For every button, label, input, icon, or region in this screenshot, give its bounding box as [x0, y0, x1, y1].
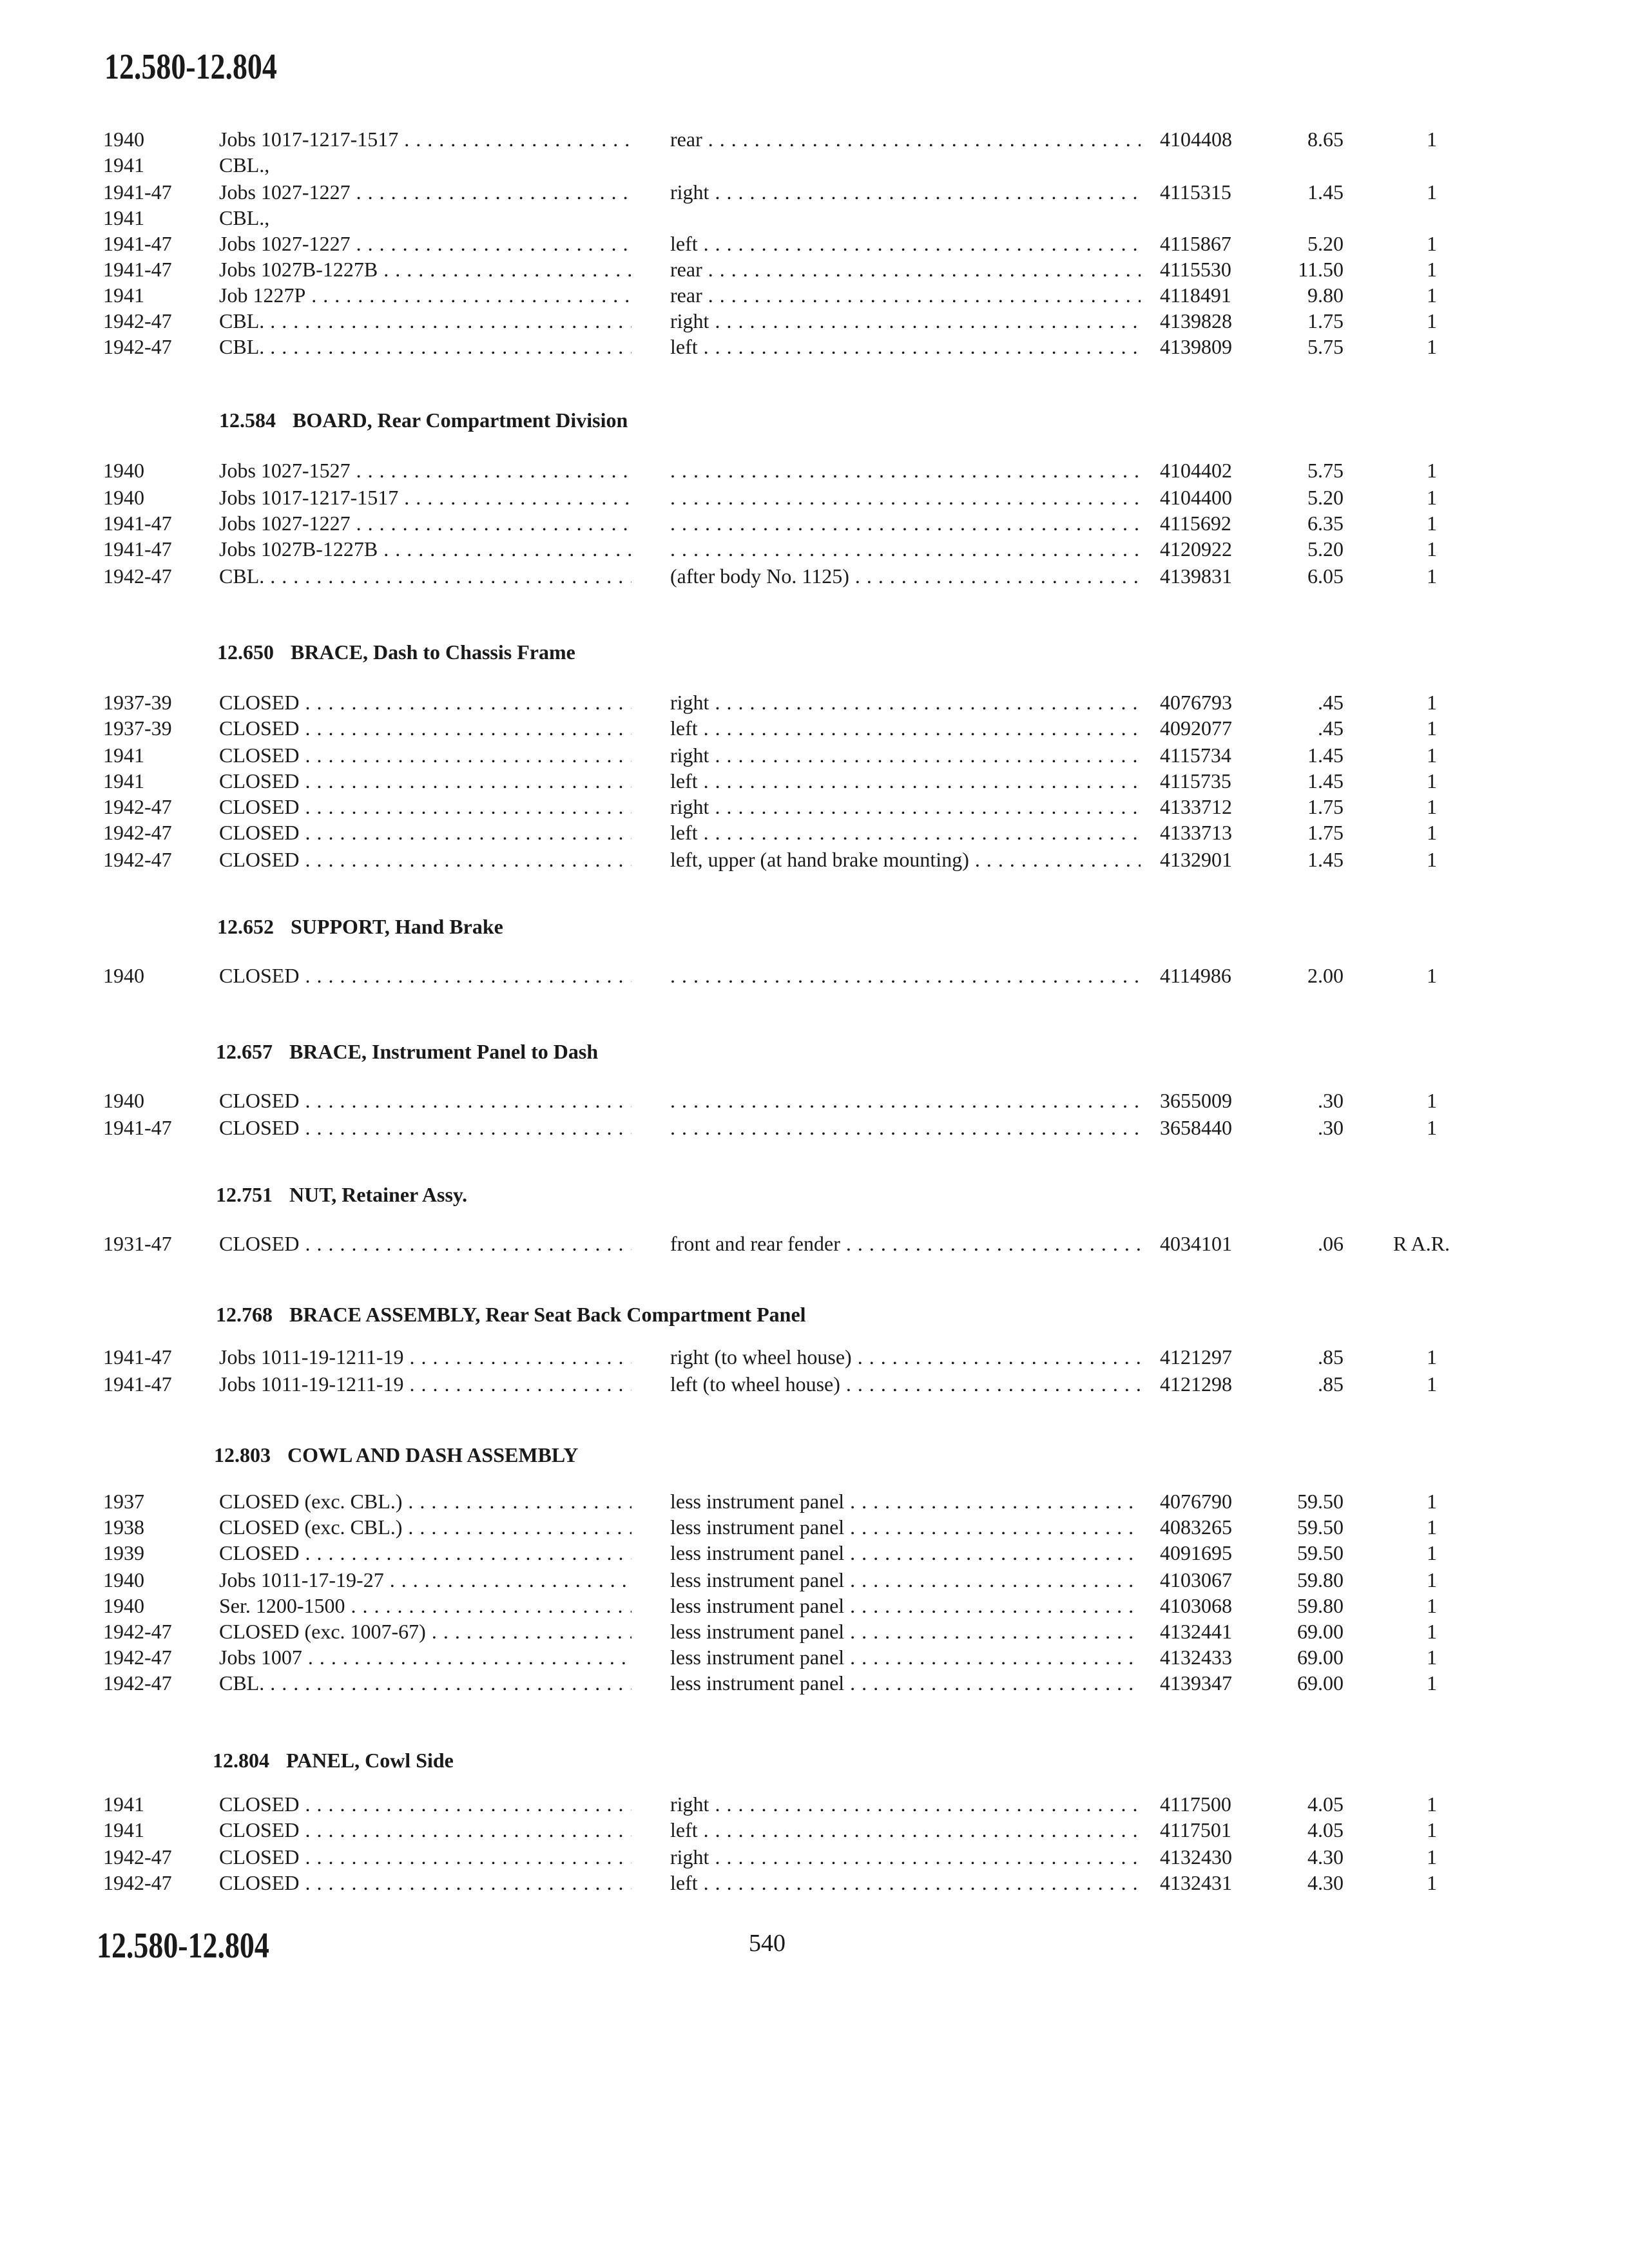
table-row — [0, 1594, 1629, 1620]
table-row — [0, 335, 1629, 361]
section-heading — [213, 1749, 454, 1773]
description-cell: rear . . . — [670, 258, 1141, 282]
quantity-cell: 1 — [1427, 537, 1437, 561]
description-cell: right . . . — [670, 1792, 1141, 1816]
description-cell: less instrument panel . . . — [670, 1490, 1141, 1514]
quantity-cell: 1 — [1427, 1792, 1437, 1816]
section-number: 12.804 — [213, 1749, 269, 1772]
description-cell: left . . . — [670, 1871, 1141, 1895]
job-cell: CLOSED . . . — [219, 795, 631, 819]
table-row — [0, 716, 1629, 742]
year-cell: 1942-47 — [103, 1646, 172, 1669]
table-row — [0, 1646, 1629, 1671]
job-cell: CLOSED . . . — [219, 1871, 631, 1895]
section-title: PANEL, Cowl Side — [286, 1749, 454, 1772]
table-row — [0, 1671, 1629, 1697]
job-cell: CLOSED (exc. CBL.) . . . — [219, 1490, 631, 1514]
price-cell: 59.50 — [1297, 1541, 1344, 1564]
description-cell: less instrument panel . . . — [670, 1541, 1141, 1565]
part-number-cell: 4115692 — [1160, 512, 1231, 535]
job-cell: CLOSED . . . — [219, 964, 631, 988]
year-cell: 1941-47 — [103, 1116, 172, 1139]
part-number-cell: 4104400 — [1160, 486, 1232, 509]
price-cell: 1.45 — [1307, 848, 1344, 871]
job-cell: Jobs 1011-17-19-27 . . . — [219, 1568, 631, 1592]
part-number-cell: 4139347 — [1160, 1671, 1232, 1695]
table-row — [0, 964, 1629, 990]
description-cell: less instrument panel . . . — [670, 1515, 1141, 1539]
job-cell: CLOSED . . . — [219, 1845, 631, 1869]
table-row — [0, 1568, 1629, 1594]
price-cell: 8.65 — [1307, 128, 1344, 151]
description-cell: less instrument panel . . . — [670, 1620, 1141, 1644]
part-number-cell: 4132901 — [1160, 848, 1232, 871]
table-row — [0, 232, 1629, 258]
quantity-cell: 1 — [1427, 1568, 1437, 1591]
price-cell: 9.80 — [1307, 284, 1344, 307]
year-cell: 1941-47 — [103, 258, 172, 281]
price-cell: 4.30 — [1307, 1845, 1344, 1869]
job-cell: Jobs 1027-1527 . . . — [219, 459, 631, 483]
quantity-cell: 1 — [1427, 1646, 1437, 1669]
quantity-cell: 1 — [1427, 1515, 1437, 1539]
job-cell: CLOSED . . . — [219, 691, 631, 715]
job-cell: Jobs 1011-19-1211-19 . . . — [219, 1372, 631, 1396]
year-cell: 1942-47 — [103, 1845, 172, 1869]
price-cell: .06 — [1318, 1232, 1344, 1255]
section-heading — [216, 1183, 467, 1207]
quantity-cell: 1 — [1427, 848, 1437, 871]
description-cell: left . . . — [670, 335, 1141, 359]
description-cell — [670, 459, 1141, 483]
quantity-cell: 1 — [1427, 1490, 1437, 1513]
year-cell: 1940 — [103, 964, 144, 987]
price-cell: .30 — [1318, 1089, 1344, 1112]
price-cell: 1.75 — [1307, 821, 1344, 844]
part-number-cell: 3655009 — [1160, 1089, 1232, 1112]
quantity-cell: 1 — [1427, 691, 1437, 714]
description-cell: right . . . — [670, 309, 1141, 333]
section-number: 12.650 — [217, 640, 274, 664]
price-cell: .30 — [1318, 1116, 1344, 1139]
quantity-cell: 1 — [1427, 1845, 1437, 1869]
table-row — [0, 1515, 1629, 1541]
job-cell: CBL. . . . — [219, 335, 631, 359]
section-heading — [219, 408, 628, 432]
job-cell: Jobs 1011-19-1211-19 . . . — [219, 1345, 631, 1369]
table-row — [0, 691, 1629, 716]
quantity-cell: 1 — [1427, 716, 1437, 740]
description-cell: right (to wheel house) . . . — [670, 1345, 1141, 1369]
part-number-cell: 4132433 — [1160, 1646, 1232, 1669]
year-cell: 1942-47 — [103, 1671, 172, 1695]
year-cell: 1940 — [103, 128, 144, 151]
description-cell — [670, 537, 1141, 561]
price-cell: 6.35 — [1307, 512, 1344, 535]
price-cell: 1.45 — [1307, 769, 1344, 793]
table-row — [0, 744, 1629, 769]
job-cell: CBL., — [219, 206, 270, 229]
quantity-cell: 1 — [1427, 1372, 1437, 1396]
description-cell: left . . . — [670, 821, 1141, 845]
price-cell: .45 — [1318, 691, 1344, 714]
part-number-cell: 4132430 — [1160, 1845, 1232, 1869]
description-cell: left . . . — [670, 716, 1141, 740]
part-number-cell: 4103068 — [1160, 1594, 1232, 1617]
table-row — [0, 564, 1629, 590]
table-row — [0, 821, 1629, 847]
quantity-cell: 1 — [1427, 232, 1437, 255]
quantity-cell: 1 — [1427, 1089, 1437, 1112]
part-number-cell: 4115867 — [1160, 232, 1231, 255]
price-cell: 5.20 — [1307, 537, 1344, 561]
part-number-cell: 4104402 — [1160, 459, 1232, 482]
price-cell: 6.05 — [1307, 564, 1344, 588]
part-number-cell: 3658440 — [1160, 1116, 1232, 1139]
year-cell: 1941 — [103, 1818, 144, 1841]
part-number-cell: 4103067 — [1160, 1568, 1232, 1591]
year-cell: 1941 — [103, 1792, 144, 1816]
quantity-cell: 1 — [1427, 309, 1437, 332]
part-number-cell: 4115734 — [1160, 744, 1231, 767]
job-cell: CLOSED . . . — [219, 769, 631, 793]
part-number-cell: 4076793 — [1160, 691, 1232, 714]
section-heading — [214, 1443, 578, 1467]
quantity-cell: 1 — [1427, 1620, 1437, 1643]
job-cell: Jobs 1017-1217-1517 . . . — [219, 486, 631, 510]
job-cell: Jobs 1027B-1227B . . . — [219, 258, 631, 282]
price-cell: 11.50 — [1298, 258, 1344, 281]
year-cell: 1937 — [103, 1490, 144, 1513]
quantity-cell: 1 — [1427, 1541, 1437, 1564]
year-cell: 1940 — [103, 1594, 144, 1617]
description-cell: left (to wheel house) . . . — [670, 1372, 1141, 1396]
quantity-cell: 1 — [1427, 258, 1437, 281]
price-cell: 59.80 — [1297, 1568, 1344, 1591]
price-cell: 4.05 — [1307, 1818, 1344, 1841]
description-cell: rear . . . — [670, 128, 1141, 151]
table-row — [0, 1541, 1629, 1567]
job-cell: CLOSED . . . — [219, 1232, 631, 1256]
year-cell: 1941 — [103, 206, 144, 229]
section-number: 12.584 — [219, 408, 276, 432]
quantity-cell: 1 — [1427, 1818, 1437, 1841]
job-cell: Job 1227P . . . — [219, 284, 631, 307]
quantity-cell: 1 — [1427, 128, 1437, 151]
description-cell: left . . . — [670, 769, 1141, 793]
page-footer-range: 12.580-12.804 — [97, 1926, 269, 1966]
table-row — [0, 795, 1629, 821]
price-cell: 1.75 — [1307, 795, 1344, 818]
part-number-cell: 4120922 — [1160, 537, 1232, 561]
price-cell: 69.00 — [1297, 1671, 1344, 1695]
quantity-cell: 1 — [1427, 459, 1437, 482]
section-heading — [216, 1040, 598, 1064]
table-row — [0, 537, 1629, 563]
price-cell: .85 — [1318, 1345, 1344, 1369]
price-cell: 1.45 — [1307, 744, 1344, 767]
quantity-cell: 1 — [1427, 564, 1437, 588]
job-cell: CBL. . . . — [219, 564, 631, 588]
job-cell: Jobs 1027B-1227B . . . — [219, 537, 631, 561]
part-number-cell: 4121298 — [1160, 1372, 1232, 1396]
description-cell: left, upper (at hand brake mounting) . . . — [670, 848, 1141, 872]
section-number: 12.652 — [217, 915, 274, 938]
job-cell: CLOSED . . . — [219, 848, 631, 872]
job-cell: CLOSED . . . — [219, 1792, 631, 1816]
year-cell: 1937-39 — [103, 691, 172, 714]
year-cell: 1942-47 — [103, 1871, 172, 1894]
description-cell: right . . . — [670, 180, 1141, 204]
section-title: BRACE ASSEMBLY, Rear Seat Back Compartment Panel — [289, 1303, 806, 1326]
price-cell: 5.20 — [1307, 232, 1344, 255]
table-row — [0, 1089, 1629, 1115]
table-row — [0, 1871, 1629, 1897]
year-cell: 1937-39 — [103, 716, 172, 740]
section-number: 12.751 — [216, 1183, 273, 1206]
description-cell — [670, 512, 1141, 535]
part-number-cell: 4034101 — [1160, 1232, 1232, 1255]
year-cell: 1942-47 — [103, 335, 172, 358]
table-row — [0, 128, 1629, 153]
year-cell: 1941 — [103, 153, 144, 177]
price-cell: 69.00 — [1297, 1620, 1344, 1643]
price-cell: 5.20 — [1307, 486, 1344, 509]
table-row — [0, 769, 1629, 795]
year-cell: 1941-47 — [103, 180, 172, 204]
year-cell: 1940 — [103, 1568, 144, 1591]
description-cell: less instrument panel . . . — [670, 1594, 1141, 1618]
quantity-cell: 1 — [1427, 795, 1437, 818]
description-cell: left . . . — [670, 1818, 1141, 1842]
description-cell: right . . . — [670, 1845, 1141, 1869]
year-cell: 1938 — [103, 1515, 144, 1539]
year-cell: 1942-47 — [103, 1620, 172, 1643]
description-cell: (after body No. 1125) . . . — [670, 564, 1141, 588]
quantity-cell: 1 — [1427, 821, 1437, 844]
description-cell: right . . . — [670, 795, 1141, 819]
description-cell: rear . . . — [670, 284, 1141, 307]
job-cell: CBL. . . . — [219, 309, 631, 333]
part-number-cell: 4139828 — [1160, 309, 1232, 332]
part-number-cell: 4083265 — [1160, 1515, 1232, 1539]
part-number-cell: 4115315 — [1160, 180, 1231, 204]
job-cell: CLOSED . . . — [219, 1089, 631, 1113]
page-header-range: 12.580-12.804 — [104, 47, 277, 87]
year-cell: 1942-47 — [103, 848, 172, 871]
job-cell: CLOSED . . . — [219, 821, 631, 845]
year-cell: 1942-47 — [103, 821, 172, 844]
description-cell — [670, 1089, 1141, 1113]
table-row — [0, 512, 1629, 537]
quantity-cell: 1 — [1427, 512, 1437, 535]
table-row — [0, 284, 1629, 309]
year-cell: 1941 — [103, 744, 144, 767]
part-number-cell: 4115735 — [1160, 769, 1231, 793]
price-cell: .85 — [1318, 1372, 1344, 1396]
section-title: BRACE, Dash to Chassis Frame — [291, 640, 575, 664]
job-cell: CLOSED . . . — [219, 1541, 631, 1565]
description-cell: right . . . — [670, 691, 1141, 715]
price-cell: 59.80 — [1297, 1594, 1344, 1617]
quantity-cell: 1 — [1427, 1594, 1437, 1617]
year-cell: 1940 — [103, 486, 144, 509]
price-cell: 59.50 — [1297, 1490, 1344, 1513]
quantity-cell: 1 — [1427, 964, 1437, 987]
quantity-cell: R A.R. — [1393, 1232, 1450, 1255]
part-number-cell: 4092077 — [1160, 716, 1232, 740]
job-cell: Jobs 1017-1217-1517 . . . — [219, 128, 631, 151]
table-row — [0, 153, 1629, 179]
part-number-cell: 4117500 — [1160, 1792, 1231, 1816]
description-cell: less instrument panel . . . — [670, 1671, 1141, 1695]
job-cell: CLOSED . . . — [219, 744, 631, 767]
year-cell: 1931-47 — [103, 1232, 172, 1255]
part-number-cell: 4132441 — [1160, 1620, 1232, 1643]
year-cell: 1942-47 — [103, 309, 172, 332]
job-cell: CLOSED (exc. CBL.) . . . — [219, 1515, 631, 1539]
section-title: COWL AND DASH ASSEMBLY — [287, 1443, 579, 1466]
job-cell: CBL. . . . — [219, 1671, 631, 1695]
job-cell: Jobs 1027-1227 . . . — [219, 232, 631, 256]
year-cell: 1941-47 — [103, 232, 172, 255]
quantity-cell: 1 — [1427, 335, 1437, 358]
quantity-cell: 1 — [1427, 284, 1437, 307]
year-cell: 1942-47 — [103, 564, 172, 588]
description-cell: front and rear fender . . . — [670, 1232, 1141, 1256]
job-cell: CLOSED . . . — [219, 716, 631, 740]
quantity-cell: 1 — [1427, 1671, 1437, 1695]
section-title: NUT, Retainer Assy. — [289, 1183, 468, 1206]
table-row — [0, 1116, 1629, 1142]
part-number-cell: 4117501 — [1160, 1818, 1231, 1841]
table-row — [0, 1818, 1629, 1844]
section-number: 12.803 — [214, 1443, 271, 1466]
quantity-cell: 1 — [1427, 486, 1437, 509]
table-row — [0, 1845, 1629, 1871]
price-cell: 2.00 — [1307, 964, 1344, 987]
table-row — [0, 180, 1629, 206]
table-row — [0, 206, 1629, 232]
part-number-cell: 4114986 — [1160, 964, 1231, 987]
part-number-cell: 4076790 — [1160, 1490, 1232, 1513]
table-row — [0, 1490, 1629, 1515]
job-cell: CLOSED (exc. 1007-67) . . . — [219, 1620, 631, 1644]
year-cell: 1940 — [103, 1089, 144, 1112]
price-cell: 1.75 — [1307, 309, 1344, 332]
quantity-cell: 1 — [1427, 744, 1437, 767]
part-number-cell: 4121297 — [1160, 1345, 1232, 1369]
part-number-cell: 4133713 — [1160, 821, 1232, 844]
price-cell: 69.00 — [1297, 1646, 1344, 1669]
section-heading — [217, 915, 503, 939]
price-cell: .45 — [1318, 716, 1344, 740]
year-cell: 1939 — [103, 1541, 144, 1564]
description-cell: left . . . — [670, 232, 1141, 256]
quantity-cell: 1 — [1427, 769, 1437, 793]
part-number-cell: 4132431 — [1160, 1871, 1232, 1894]
price-cell: 4.30 — [1307, 1871, 1344, 1894]
job-cell: CLOSED . . . — [219, 1818, 631, 1842]
job-cell: Jobs 1007 . . . — [219, 1646, 631, 1669]
price-cell: 59.50 — [1297, 1515, 1344, 1539]
table-row — [0, 848, 1629, 874]
year-cell: 1941-47 — [103, 512, 172, 535]
year-cell: 1941-47 — [103, 1372, 172, 1396]
section-number: 12.657 — [216, 1040, 273, 1063]
job-cell: Ser. 1200-1500 . . . — [219, 1594, 631, 1618]
part-number-cell: 4091695 — [1160, 1541, 1232, 1564]
job-cell: Jobs 1027-1227 . . . — [219, 180, 631, 204]
table-row — [0, 459, 1629, 485]
description-cell: right . . . — [670, 744, 1141, 767]
year-cell: 1941 — [103, 769, 144, 793]
price-cell: 4.05 — [1307, 1792, 1344, 1816]
section-heading — [217, 640, 575, 664]
part-number-cell: 4118491 — [1160, 284, 1231, 307]
job-cell: Jobs 1027-1227 . . . — [219, 512, 631, 535]
table-row — [0, 309, 1629, 335]
description-cell — [670, 486, 1141, 510]
table-row — [0, 1620, 1629, 1646]
part-number-cell: 4104408 — [1160, 128, 1232, 151]
year-cell: 1940 — [103, 459, 144, 482]
description-cell — [670, 964, 1141, 988]
quantity-cell: 1 — [1427, 1116, 1437, 1139]
description-cell — [670, 1116, 1141, 1140]
table-row — [0, 258, 1629, 284]
price-cell: 5.75 — [1307, 459, 1344, 482]
description-cell: less instrument panel . . . — [670, 1568, 1141, 1592]
year-cell: 1942-47 — [103, 795, 172, 818]
year-cell: 1941-47 — [103, 1345, 172, 1369]
table-row — [0, 1792, 1629, 1818]
section-number: 12.768 — [216, 1303, 273, 1326]
job-cell: CLOSED . . . — [219, 1116, 631, 1140]
job-cell: CBL., — [219, 153, 270, 177]
table-row — [0, 1232, 1629, 1258]
quantity-cell: 1 — [1427, 1871, 1437, 1894]
part-number-cell: 4133712 — [1160, 795, 1232, 818]
section-title: BRACE, Instrument Panel to Dash — [289, 1040, 599, 1063]
table-row — [0, 1345, 1629, 1371]
description-cell: less instrument panel . . . — [670, 1646, 1141, 1669]
section-title: SUPPORT, Hand Brake — [291, 915, 503, 938]
section-title: BOARD, Rear Compartment Division — [293, 408, 628, 432]
price-cell: 5.75 — [1307, 335, 1344, 358]
part-number-cell: 4115530 — [1160, 258, 1231, 281]
page-number: 540 — [749, 1930, 786, 1957]
part-number-cell: 4139809 — [1160, 335, 1232, 358]
price-cell: 1.45 — [1307, 180, 1344, 204]
table-row — [0, 1372, 1629, 1398]
year-cell: 1941 — [103, 284, 144, 307]
table-row — [0, 486, 1629, 512]
part-number-cell: 4139831 — [1160, 564, 1232, 588]
section-heading — [216, 1303, 806, 1327]
quantity-cell: 1 — [1427, 180, 1437, 204]
quantity-cell: 1 — [1427, 1345, 1437, 1369]
year-cell: 1941-47 — [103, 537, 172, 561]
